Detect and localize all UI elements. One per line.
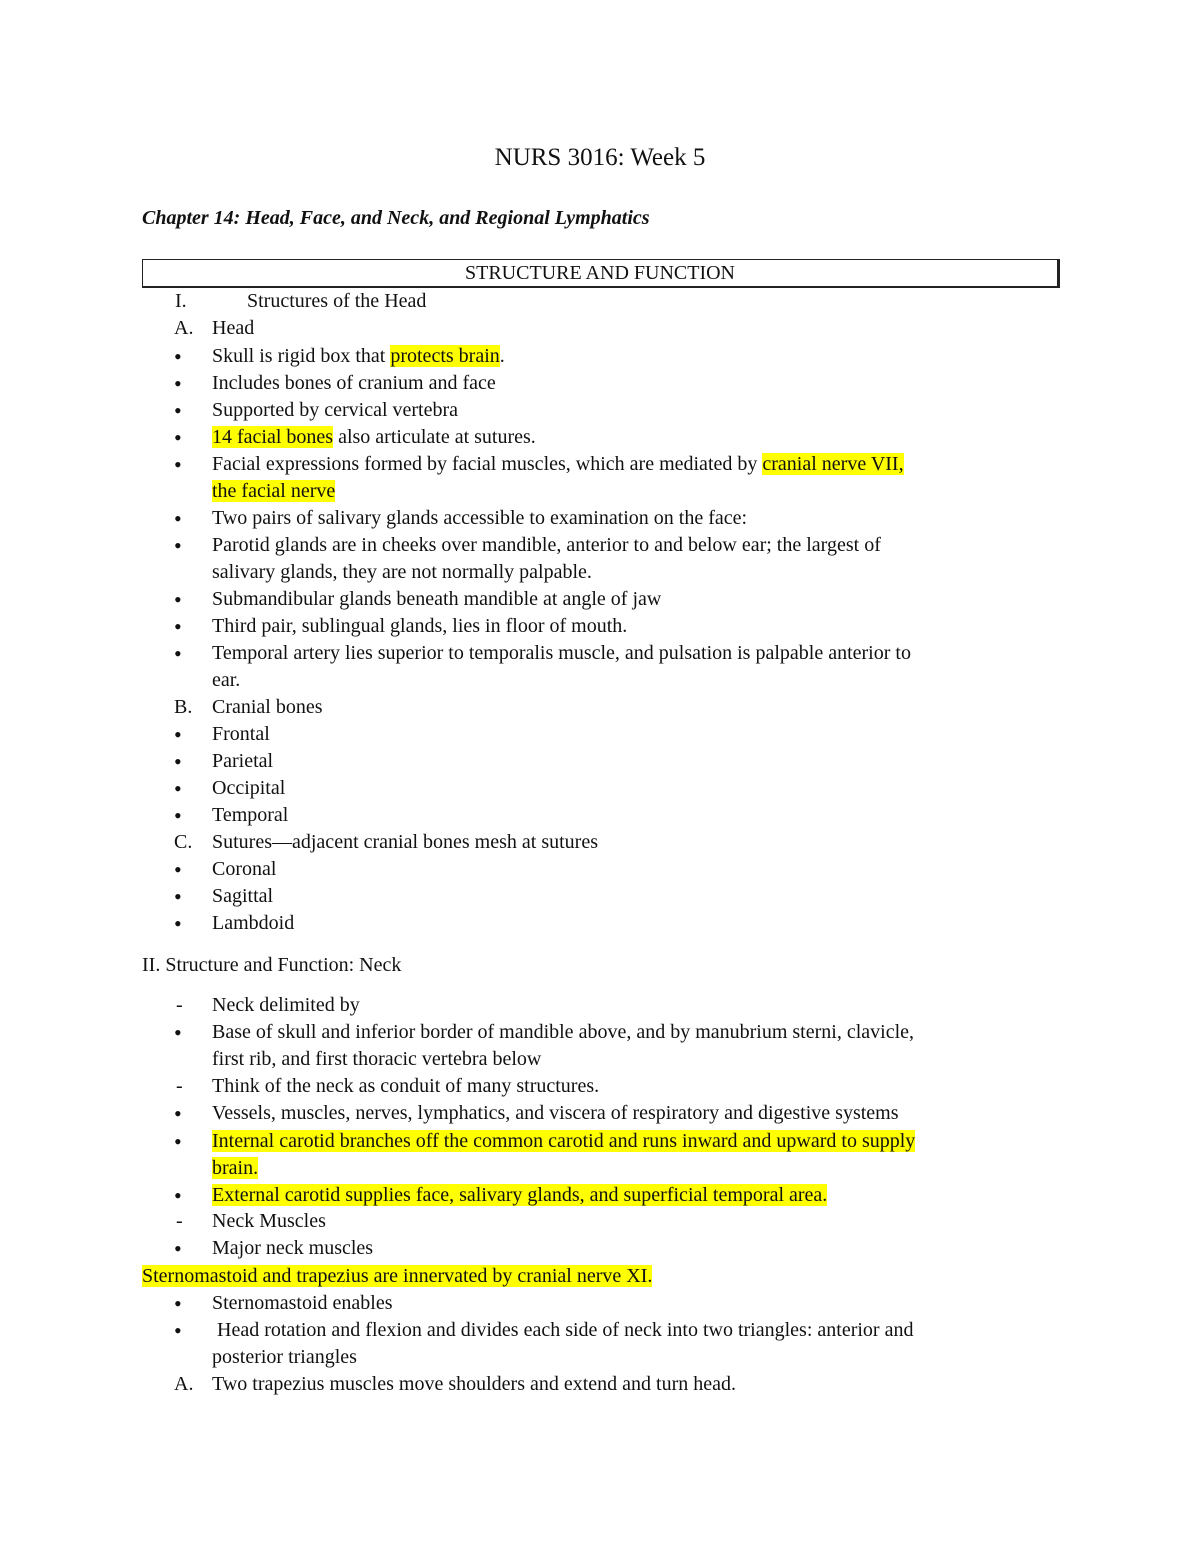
text-segment: Third pair, sublingual glands, lies in floor of mouth.: [212, 615, 628, 637]
outline-line: [0, 1073, 1200, 1100]
outline-text: [212, 1073, 599, 1100]
text-segment: Head: [212, 317, 255, 339]
bullet-marker: •: [174, 425, 182, 450]
outline-text: [212, 586, 661, 613]
outline-text: [212, 883, 273, 910]
section-header-box: STRUCTURE AND FUNCTION: [142, 259, 1060, 288]
outline-line: [0, 1235, 1200, 1262]
outline-line: [0, 613, 1200, 640]
bullet-marker: •: [174, 452, 182, 477]
outline-text: [142, 1263, 652, 1290]
bullet-marker: •: [174, 1129, 182, 1154]
text-segment: also articulate at sutures.: [333, 426, 536, 448]
outline-line: [0, 397, 1200, 424]
outline-text: [212, 424, 536, 451]
bullet-marker: •: [174, 857, 182, 882]
outline-text: [212, 1208, 326, 1235]
chapter-heading: Chapter 14: Head, Face, and Neck, and Regional Lymphatics: [142, 207, 650, 229]
bullet-marker: •: [174, 884, 182, 909]
outline-line: [0, 451, 1200, 478]
bullet-marker: •: [174, 344, 182, 369]
outline-text: [212, 343, 505, 370]
bullet-marker: •: [174, 776, 182, 801]
outline-text: [212, 910, 294, 937]
highlighted-text: the facial nerve: [212, 480, 336, 502]
outline-text: [217, 1317, 913, 1344]
bullet-marker: •: [174, 587, 182, 612]
outline-line: [0, 315, 1200, 342]
text-segment: Skull is rigid box that: [212, 345, 391, 367]
outline-line: [0, 1263, 1200, 1290]
document-title: NURS 3016: Week 5: [494, 144, 706, 171]
outline-line: [0, 1208, 1200, 1235]
outline-line: [0, 1182, 1200, 1209]
letter-marker: A.: [174, 1373, 194, 1395]
bullet-marker: •: [174, 1318, 182, 1343]
text-segment: Coronal: [212, 858, 277, 880]
text-segment: Temporal: [212, 804, 289, 826]
highlighted-text: protects brain: [390, 345, 500, 367]
text-segment: posterior triangles: [212, 1346, 357, 1368]
bullet-marker: •: [174, 398, 182, 423]
outline-line: [0, 1371, 1200, 1398]
outline-text: [247, 288, 426, 315]
outline-text: [212, 315, 254, 342]
outline-line: [0, 1155, 1200, 1182]
outline-text: [212, 397, 458, 424]
text-segment: Sutures—adjacent cranial bones mesh at sutures: [212, 831, 598, 853]
outline-text: [212, 451, 904, 478]
outline-line: [0, 640, 1200, 667]
outline-text: [212, 559, 592, 586]
outline-text: [212, 1155, 258, 1182]
bullet-marker: •: [174, 1291, 182, 1316]
text-segment: Lambdoid: [212, 912, 295, 934]
outline-line: [0, 694, 1200, 721]
outline-line: [0, 505, 1200, 532]
bullet-marker: •: [174, 506, 182, 531]
outline-line: [0, 1100, 1200, 1127]
outline-text: [212, 1182, 827, 1209]
outline-text: [212, 856, 276, 883]
bullet-marker: •: [174, 749, 182, 774]
bullet-marker: •: [174, 722, 182, 747]
outline-text: [212, 667, 240, 694]
outline-text: [212, 775, 285, 802]
highlighted-text: External carotid supplies face, salivary glands, and superficial temporal area.: [212, 1184, 828, 1206]
outline-text: [212, 1019, 914, 1046]
text-segment: Occipital: [212, 777, 286, 799]
highlighted-text: Internal carotid branches off the common carotid and runs inward and upward to supply: [212, 1130, 916, 1152]
outline-line: [0, 586, 1200, 613]
outline-line: [0, 775, 1200, 802]
text-segment: .: [499, 345, 505, 367]
outline-text: [212, 613, 627, 640]
text-segment: Base of skull and inferior border of mandible above, and by manubrium sterni, clavicle,: [212, 1021, 915, 1043]
bullet-marker: •: [174, 911, 182, 936]
outline-line: [0, 883, 1200, 910]
outline-line: [0, 748, 1200, 775]
text-segment: Frontal: [212, 723, 270, 745]
outline-line: [0, 343, 1200, 370]
text-segment: Submandibular glands beneath mandible at angle of jaw: [212, 588, 662, 610]
outline-line: [0, 559, 1200, 586]
text-segment: Two trapezius muscles move shoulders and extend and turn head.: [212, 1373, 737, 1395]
text-segment: Think of the neck as conduit of many structures.: [212, 1075, 600, 1097]
text-segment: Two pairs of salivary glands accessible to examination on the face:: [212, 507, 748, 529]
dash-marker: -: [176, 1075, 183, 1097]
text-segment: ear.: [212, 669, 241, 691]
text-segment: Parietal: [212, 750, 274, 772]
highlighted-text: 14 facial bones: [212, 426, 334, 448]
bullet-marker: •: [174, 803, 182, 828]
outline-line: [0, 910, 1200, 937]
outline-line: [0, 1046, 1200, 1073]
outline-text: [212, 532, 881, 559]
outline-text: [212, 1128, 915, 1155]
bullet-marker: •: [174, 641, 182, 666]
outline-text: [212, 640, 911, 667]
letter-marker: C.: [174, 831, 193, 853]
text-segment: II. Structure and Function: Neck: [142, 954, 402, 976]
outline-text: [212, 1235, 373, 1262]
letter-marker: A.: [174, 317, 194, 339]
outline-line: [0, 992, 1200, 1019]
outline-line: [0, 532, 1200, 559]
text-segment: Temporal artery lies superior to temporalis muscle, and pulsation is palpable anterior to: [212, 642, 911, 664]
text-segment: Includes bones of cranium and face: [212, 372, 496, 394]
bullet-marker: •: [174, 1101, 182, 1126]
outline-text: [212, 1344, 357, 1371]
text-segment: Structures of the Head: [247, 290, 427, 312]
outline-text: [212, 1371, 736, 1398]
bullet-marker: •: [174, 1236, 182, 1261]
text-segment: Sternomastoid enables: [212, 1292, 393, 1314]
outline-text: [212, 478, 335, 505]
text-segment: Parotid glands are in cheeks over mandible, anterior to and below ear; the largest of: [212, 534, 881, 556]
outline-line: [0, 721, 1200, 748]
outline-line: [0, 478, 1200, 505]
bullet-marker: •: [174, 1020, 182, 1045]
outline-line: [0, 952, 1200, 979]
outline-text: [212, 721, 270, 748]
outline-line: [0, 288, 1200, 315]
outline-text: [212, 694, 323, 721]
outline-text: [212, 748, 273, 775]
outline-line: [0, 667, 1200, 694]
outline-line: [0, 1317, 1200, 1344]
outline-text: [212, 1290, 393, 1317]
outline-line: [0, 856, 1200, 883]
outline-line: [0, 802, 1200, 829]
outline-line: [0, 1290, 1200, 1317]
outline-text: [212, 829, 598, 856]
text-segment: first rib, and first thoracic vertebra below: [212, 1048, 542, 1070]
dash-marker: -: [176, 1210, 183, 1232]
text-segment: Sagittal: [212, 885, 274, 907]
outline-text: [212, 1100, 899, 1127]
bullet-marker: •: [174, 371, 182, 396]
text-segment: Facial expressions formed by facial muscles, which are mediated by: [212, 453, 763, 475]
outline-text: [212, 505, 747, 532]
text-segment: salivary glands, they are not normally palpable.: [212, 561, 592, 583]
highlighted-text: cranial nerve VII,: [762, 453, 904, 475]
highlighted-text: Sternomastoid and trapezius are innervated by cranial nerve XI.: [142, 1265, 653, 1287]
highlighted-text: brain.: [212, 1157, 259, 1179]
dash-marker: -: [176, 994, 183, 1016]
roman-numeral-marker: I.: [175, 290, 187, 312]
outline-line: [0, 1019, 1200, 1046]
outline-text: [212, 370, 496, 397]
text-segment: Neck Muscles: [212, 1210, 326, 1232]
text-segment: Head rotation and flexion and divides each side of neck into two triangles: anterior and: [217, 1319, 914, 1341]
outline-line: [0, 829, 1200, 856]
text-segment: Vessels, muscles, nerves, lymphatics, and viscera of respiratory and digestive systems: [212, 1102, 899, 1124]
bullet-marker: •: [174, 1183, 182, 1208]
outline-line: [0, 370, 1200, 397]
outline-text: [212, 1046, 541, 1073]
outline-line: [0, 1344, 1200, 1371]
text-segment: Neck delimited by: [212, 994, 360, 1016]
outline-text: [212, 992, 360, 1019]
outline-text: [142, 952, 401, 979]
bullet-marker: •: [174, 614, 182, 639]
letter-marker: B.: [174, 696, 193, 718]
outline-line: [0, 1128, 1200, 1155]
outline-text: [212, 802, 288, 829]
text-segment: Major neck muscles: [212, 1237, 374, 1259]
bullet-marker: •: [174, 533, 182, 558]
outline-line: [0, 424, 1200, 451]
text-segment: Cranial bones: [212, 696, 323, 718]
text-segment: Supported by cervical vertebra: [212, 399, 459, 421]
